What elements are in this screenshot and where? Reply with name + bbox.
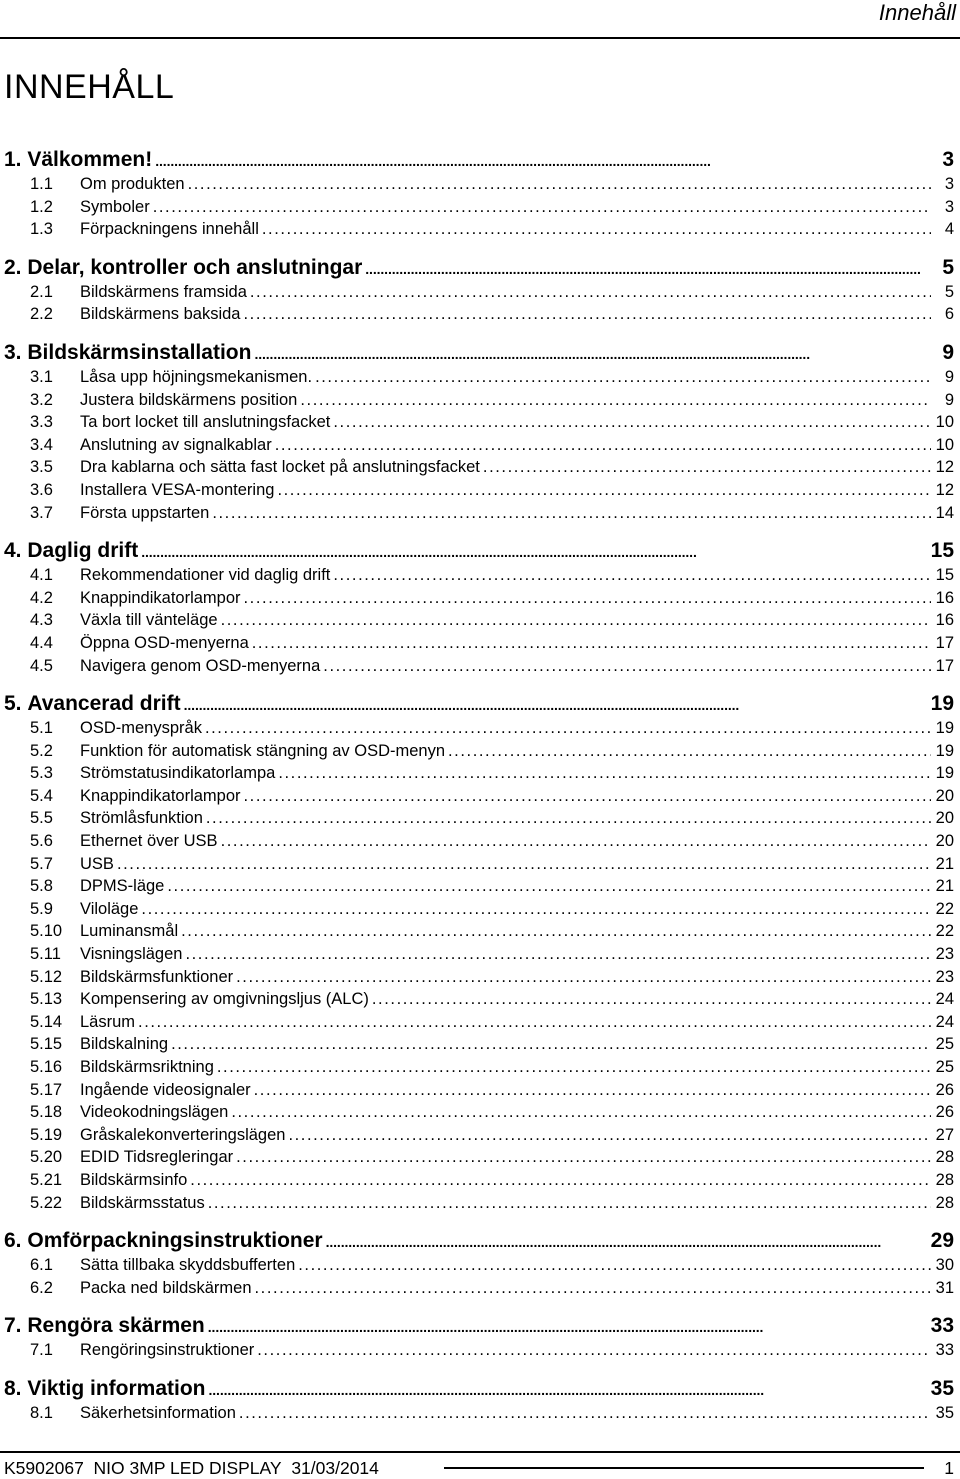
entry-page-number: 24 — [935, 1012, 954, 1031]
dot-leader — [231, 1101, 931, 1124]
entry-page-number: 24 — [935, 990, 954, 1009]
chapter-title: Daglig drift — [27, 539, 139, 563]
entry-number: 5.2 — [30, 741, 53, 760]
toc-entry-link[interactable] — [4, 632, 954, 655]
dot-leader — [141, 537, 927, 566]
entry-title: Bildskalning — [80, 1035, 169, 1054]
dot-leader — [250, 281, 931, 304]
entry-page-number: 26 — [935, 1103, 954, 1122]
dot-leader — [254, 1079, 931, 1102]
entry-page-number: 10 — [935, 413, 954, 432]
dot-leader — [254, 339, 931, 368]
dot-leader — [185, 943, 931, 966]
entry-number: 5.11 — [30, 945, 61, 964]
dot-leader — [208, 1312, 928, 1341]
entry-page-number: 19 — [935, 741, 954, 760]
toc-entry-link[interactable] — [4, 920, 954, 943]
toc-entry-link[interactable] — [4, 218, 954, 241]
entry-title: EDID Tidsregleringar — [80, 1148, 234, 1167]
footer-product: NIO 3MP LED DISPLAY — [93, 1458, 282, 1478]
entry-page-number: 30 — [935, 1256, 954, 1275]
entry-title: Symboler — [80, 197, 150, 216]
entry-page-number: 20 — [935, 832, 954, 851]
entry-page-number: 17 — [935, 633, 954, 652]
chapter-page-number: 33 — [930, 1314, 954, 1338]
entry-number: 1.2 — [30, 197, 53, 216]
entry-number: 5.5 — [30, 809, 53, 828]
header-divider — [0, 37, 960, 39]
entry-page-number: 27 — [935, 1125, 954, 1144]
toc-entry-link[interactable] — [4, 1277, 954, 1300]
entry-title: Rekommendationer vid daglig drift — [80, 566, 331, 585]
chapter-page-number: 5 — [942, 255, 954, 279]
dot-leader — [326, 1227, 928, 1256]
entry-page-number: 22 — [935, 922, 954, 941]
entry-page-number: 12 — [935, 480, 954, 499]
entry-number: 3.1 — [30, 367, 53, 386]
chapter-number: 8. — [4, 1376, 22, 1400]
entry-number: 8.1 — [30, 1403, 53, 1422]
toc-entry-link[interactable] — [4, 1079, 954, 1102]
entry-title: Visningslägen — [80, 945, 183, 964]
footer-date: 31/03/2014 — [291, 1458, 379, 1478]
entry-page-number: 25 — [935, 1058, 954, 1076]
chapter-number: 5. — [4, 692, 22, 716]
entry-number: 5.22 — [30, 1193, 63, 1212]
entry-number: 5.8 — [30, 877, 53, 896]
entry-page-number: 20 — [935, 786, 954, 805]
toc-section — [4, 254, 954, 326]
entry-title: Luminansmål — [80, 922, 179, 941]
entry-page-number: 16 — [935, 588, 954, 607]
dot-leader — [315, 366, 931, 389]
toc-entry-link[interactable] — [4, 1192, 954, 1215]
entry-number: 3.2 — [30, 390, 53, 409]
entry-number: 6.2 — [30, 1278, 53, 1297]
toc-entry-link[interactable] — [4, 966, 954, 989]
toc-section — [4, 537, 954, 677]
dot-leader — [448, 740, 931, 763]
entry-page-number: 12 — [935, 458, 954, 477]
toc-chapter-link[interactable] — [4, 1375, 954, 1402]
toc-entry-link[interactable] — [4, 1146, 954, 1169]
dot-leader — [117, 853, 931, 876]
entry-title: Ethernet över USB — [80, 832, 218, 851]
dot-leader — [244, 587, 931, 610]
chapter-page-number: 29 — [930, 1229, 954, 1253]
dot-leader — [206, 807, 931, 830]
entry-page-number: 6 — [944, 305, 954, 324]
entry-page-number: 25 — [935, 1035, 954, 1054]
dot-leader — [188, 173, 931, 196]
dot-leader — [244, 303, 932, 326]
entry-title: USB — [80, 854, 114, 873]
toc-chapter-link[interactable] — [4, 690, 954, 717]
chapter-title: Bildskärmsinstallation — [27, 340, 252, 364]
chapter-number: 7. — [4, 1314, 22, 1338]
toc-entry-link[interactable] — [4, 655, 954, 678]
entry-number: 5.21 — [30, 1170, 63, 1189]
entry-number: 2.1 — [30, 282, 53, 301]
toc-entry-link[interactable] — [4, 456, 954, 479]
toc-entry-link[interactable] — [4, 1011, 954, 1034]
entry-page-number: 17 — [935, 656, 954, 675]
entry-title: Justera bildskärmens position — [80, 390, 298, 409]
dot-leader — [255, 1277, 931, 1300]
entry-title: Sätta tillbaka skyddsbufferten — [80, 1256, 296, 1275]
dot-leader — [167, 875, 931, 898]
footer-info — [4, 1457, 379, 1479]
entry-title: Växla till vänteläge — [80, 611, 218, 630]
chapter-page-number: 9 — [942, 340, 954, 364]
dot-leader — [236, 966, 931, 989]
entry-title: Strömstatusindikatorlampa — [80, 764, 276, 783]
entry-title: OSD-menyspråk — [80, 719, 202, 738]
dot-leader — [153, 196, 931, 219]
toc-entry-link[interactable] — [4, 1056, 954, 1079]
dot-leader — [221, 609, 931, 632]
dot-leader — [141, 898, 931, 921]
dot-leader — [184, 690, 928, 719]
entry-page-number: 16 — [935, 611, 954, 630]
entry-number: 5.12 — [30, 967, 63, 986]
toc-entry-link[interactable] — [4, 1124, 954, 1147]
entry-page-number: 26 — [935, 1080, 954, 1099]
toc-section — [4, 146, 954, 241]
dot-leader — [252, 632, 931, 655]
footer-doc-id: K5902067 — [4, 1458, 84, 1478]
toc-entry-link[interactable] — [4, 434, 954, 457]
entry-title: Rengöringsinstruktioner — [80, 1341, 255, 1360]
entry-number: 5.17 — [30, 1080, 63, 1099]
entry-number: 5.13 — [30, 990, 63, 1009]
dot-leader — [208, 1375, 927, 1404]
chapter-title: Delar, kontroller och anslutningar — [27, 255, 363, 279]
entry-number: 5.4 — [30, 786, 53, 805]
entry-title: Dra kablarna och sätta fast locket på anslutningsfacket — [80, 458, 480, 477]
entry-title: Navigera genom OSD-menyerna — [80, 656, 321, 675]
toc-chapter-link[interactable] — [4, 254, 954, 281]
entry-title: Strömlåsfunktion — [80, 809, 203, 828]
dot-leader — [278, 762, 931, 785]
toc-chapter-link[interactable] — [4, 339, 954, 366]
footer-line — [444, 1467, 924, 1469]
toc-entry-link[interactable] — [4, 1169, 954, 1192]
entry-number: 5.7 — [30, 854, 53, 873]
entry-title: Funktion för automatisk stängning av OSD-menyn — [80, 741, 446, 760]
toc-entry-link[interactable] — [4, 479, 954, 502]
footer-page-number: 1 — [944, 1458, 954, 1478]
entry-title: Knappindikatorlampor — [80, 588, 241, 607]
entry-title: Bildskärmens baksida — [80, 305, 241, 324]
entry-title: Videokodningslägen — [80, 1103, 229, 1122]
toc-entry-link[interactable] — [4, 830, 954, 853]
dot-leader — [257, 1339, 931, 1362]
toc-chapter-link[interactable] — [4, 537, 954, 564]
dot-leader — [205, 717, 931, 740]
entry-number: 1.3 — [30, 220, 53, 239]
entry-number: 4.4 — [30, 633, 53, 652]
toc-title: INNEHÅLL — [4, 68, 175, 106]
entry-number: 5.1 — [30, 719, 53, 738]
dot-leader — [333, 564, 931, 587]
dot-leader — [323, 655, 931, 678]
toc-entry-link[interactable] — [4, 740, 954, 763]
toc-entry-link[interactable] — [4, 564, 954, 587]
entry-number: 5.16 — [30, 1058, 63, 1076]
toc-entry-link[interactable] — [4, 1254, 954, 1277]
entry-page-number: 35 — [935, 1403, 954, 1422]
toc-entry-link[interactable] — [4, 389, 954, 412]
entry-title: Bildskärmsstatus — [80, 1193, 205, 1212]
entry-title: Packa ned bildskärmen — [80, 1278, 252, 1297]
entry-title: Knappindikatorlampor — [80, 786, 241, 805]
chapter-title: Rengöra skärmen — [27, 1314, 205, 1338]
toc-chapter-link[interactable] — [4, 146, 954, 173]
dot-leader — [300, 389, 931, 412]
toc-entry-link[interactable] — [4, 173, 954, 196]
entry-page-number: 21 — [935, 854, 954, 873]
entry-page-number: 4 — [944, 220, 954, 239]
entry-title: Bildskärmsinfo — [80, 1170, 188, 1189]
dot-leader — [239, 1402, 931, 1425]
running-header: Innehåll — [878, 0, 956, 25]
entry-number: 6.1 — [30, 1256, 53, 1275]
entry-number: 3.6 — [30, 480, 53, 499]
footer-divider — [0, 1451, 960, 1453]
dot-leader — [275, 434, 931, 457]
toc-entry-link[interactable] — [4, 785, 954, 808]
entry-title: Bildskärmens framsida — [80, 282, 247, 301]
entry-title: Första uppstarten — [80, 503, 210, 522]
dot-leader — [333, 411, 931, 434]
dot-leader — [221, 830, 931, 853]
entry-page-number: 23 — [935, 945, 954, 964]
entry-title: Viloläge — [80, 899, 139, 918]
toc-entry-link[interactable] — [4, 587, 954, 610]
chapter-title: Avancerad drift — [27, 692, 181, 716]
chapter-number: 3. — [4, 340, 22, 364]
dot-leader — [288, 1124, 931, 1147]
toc-entry-link[interactable] — [4, 1033, 954, 1056]
dot-leader — [171, 1033, 931, 1056]
entry-number: 5.15 — [30, 1035, 63, 1054]
entry-title: Läsrum — [80, 1012, 136, 1031]
toc-section — [4, 1227, 954, 1299]
entry-page-number: 31 — [935, 1278, 954, 1297]
chapter-title: Välkommen! — [27, 148, 153, 171]
toc-entry-link[interactable] — [4, 1339, 954, 1362]
dot-leader — [483, 456, 931, 479]
chapter-page-number: 35 — [930, 1376, 954, 1400]
entry-number: 5.18 — [30, 1103, 63, 1122]
dot-leader — [372, 988, 931, 1011]
toc-entry-link[interactable] — [4, 281, 954, 304]
entry-page-number: 9 — [944, 367, 954, 386]
entry-page-number: 21 — [935, 877, 954, 896]
table-of-contents — [4, 146, 954, 1438]
chapter-number: 4. — [4, 539, 22, 563]
chapter-number: 1. — [4, 148, 22, 171]
toc-entry-link[interactable] — [4, 502, 954, 525]
entry-page-number: 33 — [935, 1341, 954, 1360]
entry-page-number: 3 — [944, 197, 954, 216]
toc-entry-link[interactable] — [4, 875, 954, 898]
entry-title: DPMS-läge — [80, 877, 165, 896]
dot-leader — [138, 1011, 931, 1034]
entry-number: 4.3 — [30, 611, 53, 630]
entry-page-number: 19 — [935, 764, 954, 783]
entry-page-number: 28 — [935, 1193, 954, 1212]
toc-section — [4, 1312, 954, 1362]
entry-number: 4.1 — [30, 566, 53, 585]
entry-title: Anslutning av signalkablar — [80, 435, 272, 454]
entry-page-number: 22 — [935, 899, 954, 918]
entry-page-number: 20 — [935, 809, 954, 828]
entry-number: 5.6 — [30, 832, 53, 851]
entry-title: Installera VESA-montering — [80, 480, 275, 499]
entry-number: 1.1 — [30, 175, 53, 193]
dot-leader — [277, 479, 931, 502]
entry-title: Säkerhetsinformation — [80, 1403, 236, 1422]
toc-entry-link[interactable] — [4, 609, 954, 632]
chapter-page-number: 15 — [930, 539, 954, 563]
entry-number: 3.4 — [30, 435, 53, 454]
entry-title: Förpackningens innehåll — [80, 220, 259, 239]
chapter-number: 2. — [4, 255, 22, 279]
toc-section — [4, 1375, 954, 1425]
toc-entry-link[interactable] — [4, 1402, 954, 1425]
entry-title: Gråskalekonverteringslägen — [80, 1125, 286, 1144]
dot-leader — [244, 785, 931, 808]
entry-page-number: 3 — [944, 175, 954, 193]
entry-page-number: 28 — [935, 1148, 954, 1167]
dot-leader — [181, 920, 931, 943]
chapter-title: Omförpackningsinstruktioner — [27, 1229, 323, 1253]
toc-entry-link[interactable] — [4, 717, 954, 740]
entry-page-number: 14 — [935, 503, 954, 522]
toc-section — [4, 339, 954, 524]
toc-entry-link[interactable] — [4, 988, 954, 1011]
dot-leader — [298, 1254, 931, 1277]
entry-page-number: 5 — [944, 282, 954, 301]
entry-title: Bildskärmsfunktioner — [80, 967, 234, 986]
entry-title: Om produkten — [80, 175, 185, 193]
dot-leader — [190, 1169, 931, 1192]
toc-entry-link[interactable] — [4, 898, 954, 921]
entry-title: Bildskärmsriktning — [80, 1058, 214, 1076]
toc-section — [4, 690, 954, 1214]
entry-number: 3.7 — [30, 503, 53, 522]
chapter-page-number: 19 — [930, 692, 954, 716]
toc-chapter-link[interactable] — [4, 1227, 954, 1254]
entry-number: 5.9 — [30, 899, 53, 918]
entry-number: 3.5 — [30, 458, 53, 477]
entry-page-number: 23 — [935, 967, 954, 986]
entry-number: 4.5 — [30, 656, 53, 675]
toc-entry-link[interactable] — [4, 762, 954, 785]
entry-page-number: 19 — [935, 719, 954, 738]
toc-entry-link[interactable] — [4, 1101, 954, 1124]
toc-entry-link[interactable] — [4, 411, 954, 434]
toc-entry-link[interactable] — [4, 807, 954, 830]
entry-page-number: 9 — [944, 390, 954, 409]
dot-leader — [155, 146, 931, 175]
dot-leader — [212, 502, 931, 525]
entry-number: 5.10 — [30, 922, 63, 941]
entry-title: Öppna OSD-menyerna — [80, 633, 249, 652]
dot-leader — [217, 1056, 931, 1079]
toc-entry-link[interactable] — [4, 943, 954, 966]
toc-chapter-link[interactable] — [4, 1312, 954, 1339]
chapter-page-number: 3 — [942, 148, 954, 171]
toc-entry-link[interactable] — [4, 853, 954, 876]
entry-number: 5.20 — [30, 1148, 63, 1167]
entry-number: 5.3 — [30, 764, 53, 783]
entry-page-number: 15 — [935, 566, 954, 585]
toc-entry-link[interactable] — [4, 196, 954, 219]
dot-leader — [365, 254, 931, 283]
dot-leader — [236, 1146, 931, 1169]
entry-title: Låsa upp höjningsmekanismen. — [80, 367, 313, 386]
entry-number: 5.19 — [30, 1125, 63, 1144]
entry-title: Ingående videosignaler — [80, 1080, 251, 1099]
toc-entry-link[interactable] — [4, 303, 954, 326]
entry-number: 2.2 — [30, 305, 53, 324]
entry-number: 3.3 — [30, 413, 53, 432]
entry-page-number: 10 — [935, 435, 954, 454]
entry-title: Ta bort locket till anslutningsfacket — [80, 413, 331, 432]
toc-entry-link[interactable] — [4, 366, 954, 389]
entry-page-number: 28 — [935, 1170, 954, 1189]
entry-number: 7.1 — [30, 1341, 53, 1360]
dot-leader — [208, 1192, 931, 1215]
chapter-number: 6. — [4, 1229, 22, 1253]
chapter-title: Viktig information — [27, 1376, 206, 1400]
entry-title: Kompensering av omgivningsljus (ALC) — [80, 990, 369, 1009]
entry-number: 5.14 — [30, 1012, 63, 1031]
dot-leader — [262, 218, 931, 241]
entry-number: 4.2 — [30, 588, 53, 607]
